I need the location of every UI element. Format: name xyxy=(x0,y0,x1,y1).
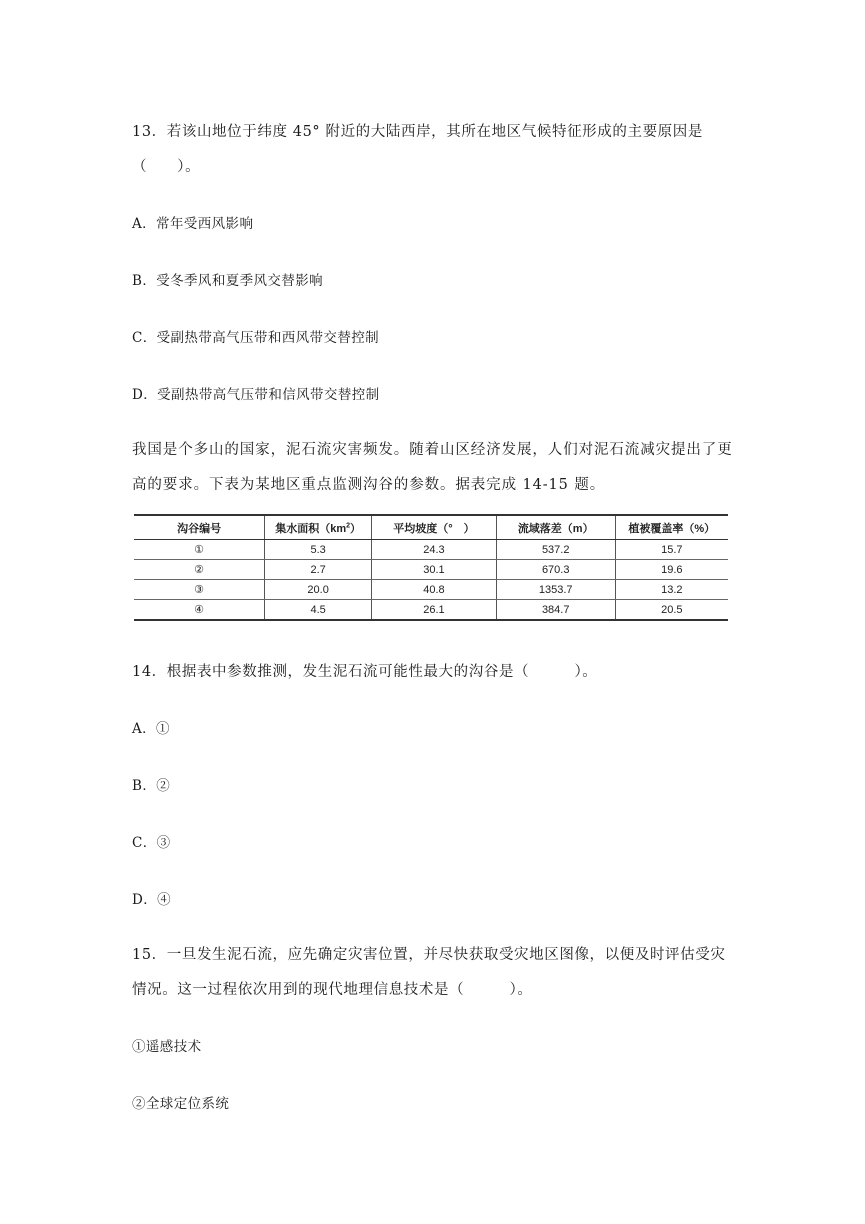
q13-option-a: A．常年受西风影响 xyxy=(132,216,254,232)
table-cell: 5.3 xyxy=(265,540,372,560)
table-cell: ④ xyxy=(134,600,265,621)
intro-line2: 高的要求。下表为某地区重点监测沟谷的参数。据表完成 14-15 题。 xyxy=(132,477,606,493)
table-cell: 13.2 xyxy=(615,580,728,600)
table-header: 植被覆盖率（%） xyxy=(615,515,728,540)
q13-stem-line2: （ ）。 xyxy=(132,159,201,175)
table-cell: 4.5 xyxy=(265,600,372,621)
q13-option-b: B．受冬季风和夏季风交替影响 xyxy=(132,273,324,289)
table-cell: 19.6 xyxy=(615,560,728,580)
table-cell: 15.7 xyxy=(615,540,728,560)
q14-option-b: B．② xyxy=(132,778,171,794)
table-row xyxy=(134,580,728,600)
table-row xyxy=(134,560,728,580)
table-cell: 537.2 xyxy=(496,540,615,560)
table-header-row xyxy=(134,515,728,540)
table-cell: 670.3 xyxy=(496,560,615,580)
table-row xyxy=(134,600,728,621)
table-cell: 20.5 xyxy=(615,600,728,621)
q13-option-d: D．受副热带高气压带和信风带交替控制 xyxy=(132,387,380,403)
table-header: 沟谷编号 xyxy=(134,515,265,540)
intro-line1: 我国是个多山的国家，泥石流灾害频发。随着山区经济发展，人们对泥石流减灾提出了更 xyxy=(132,442,733,458)
table-cell: 40.8 xyxy=(372,580,497,600)
table-cell: 2.7 xyxy=(265,560,372,580)
gully-parameters-table xyxy=(134,514,728,621)
table-row xyxy=(134,540,728,560)
table-cell: 24.3 xyxy=(372,540,497,560)
table-cell: 1353.7 xyxy=(496,580,615,600)
q15-item-2: ②全球定位系统 xyxy=(132,1096,230,1112)
table-cell: ③ xyxy=(134,580,265,600)
q14-stem: 14．根据表中参数推测，发生泥石流可能性最大的沟谷是（ ）。 xyxy=(132,664,598,680)
table-cell: 26.1 xyxy=(372,600,497,621)
q15-stem-line1: 15．一旦发生泥石流，应先确定灾害位置，并尽快获取受灾地区图像，以便及时评估受灾 xyxy=(132,947,726,963)
table-header: 集水面积$(km^2)$ xyxy=(265,515,372,540)
table-cell: 20.0 xyxy=(265,580,372,600)
table-cell: 384.7 xyxy=(496,600,615,621)
table-cell: ② xyxy=(134,560,265,580)
table-cell: 30.1 xyxy=(372,560,497,580)
table-cell: ① xyxy=(134,540,265,560)
table-header: 流域落差（m） xyxy=(496,515,615,540)
q15-item-1: ①遥感技术 xyxy=(132,1039,202,1055)
q14-option-a: A．① xyxy=(132,721,170,737)
q13-stem-line1: 13．若该山地位于纬度 45° 附近的大陆西岸，其所在地区气候特征形成的主要原因是 xyxy=(132,124,703,140)
q13-option-c: C．受副热带高气压带和西风带交替控制 xyxy=(132,330,380,346)
table-header: 平均坡度（° ） xyxy=(372,515,497,540)
q14-option-d: D．④ xyxy=(132,892,172,908)
q15-stem-line2: 情况。这一过程依次用到的现代地理信息技术是（ ）。 xyxy=(132,982,533,998)
q14-option-c: C．③ xyxy=(132,835,171,851)
